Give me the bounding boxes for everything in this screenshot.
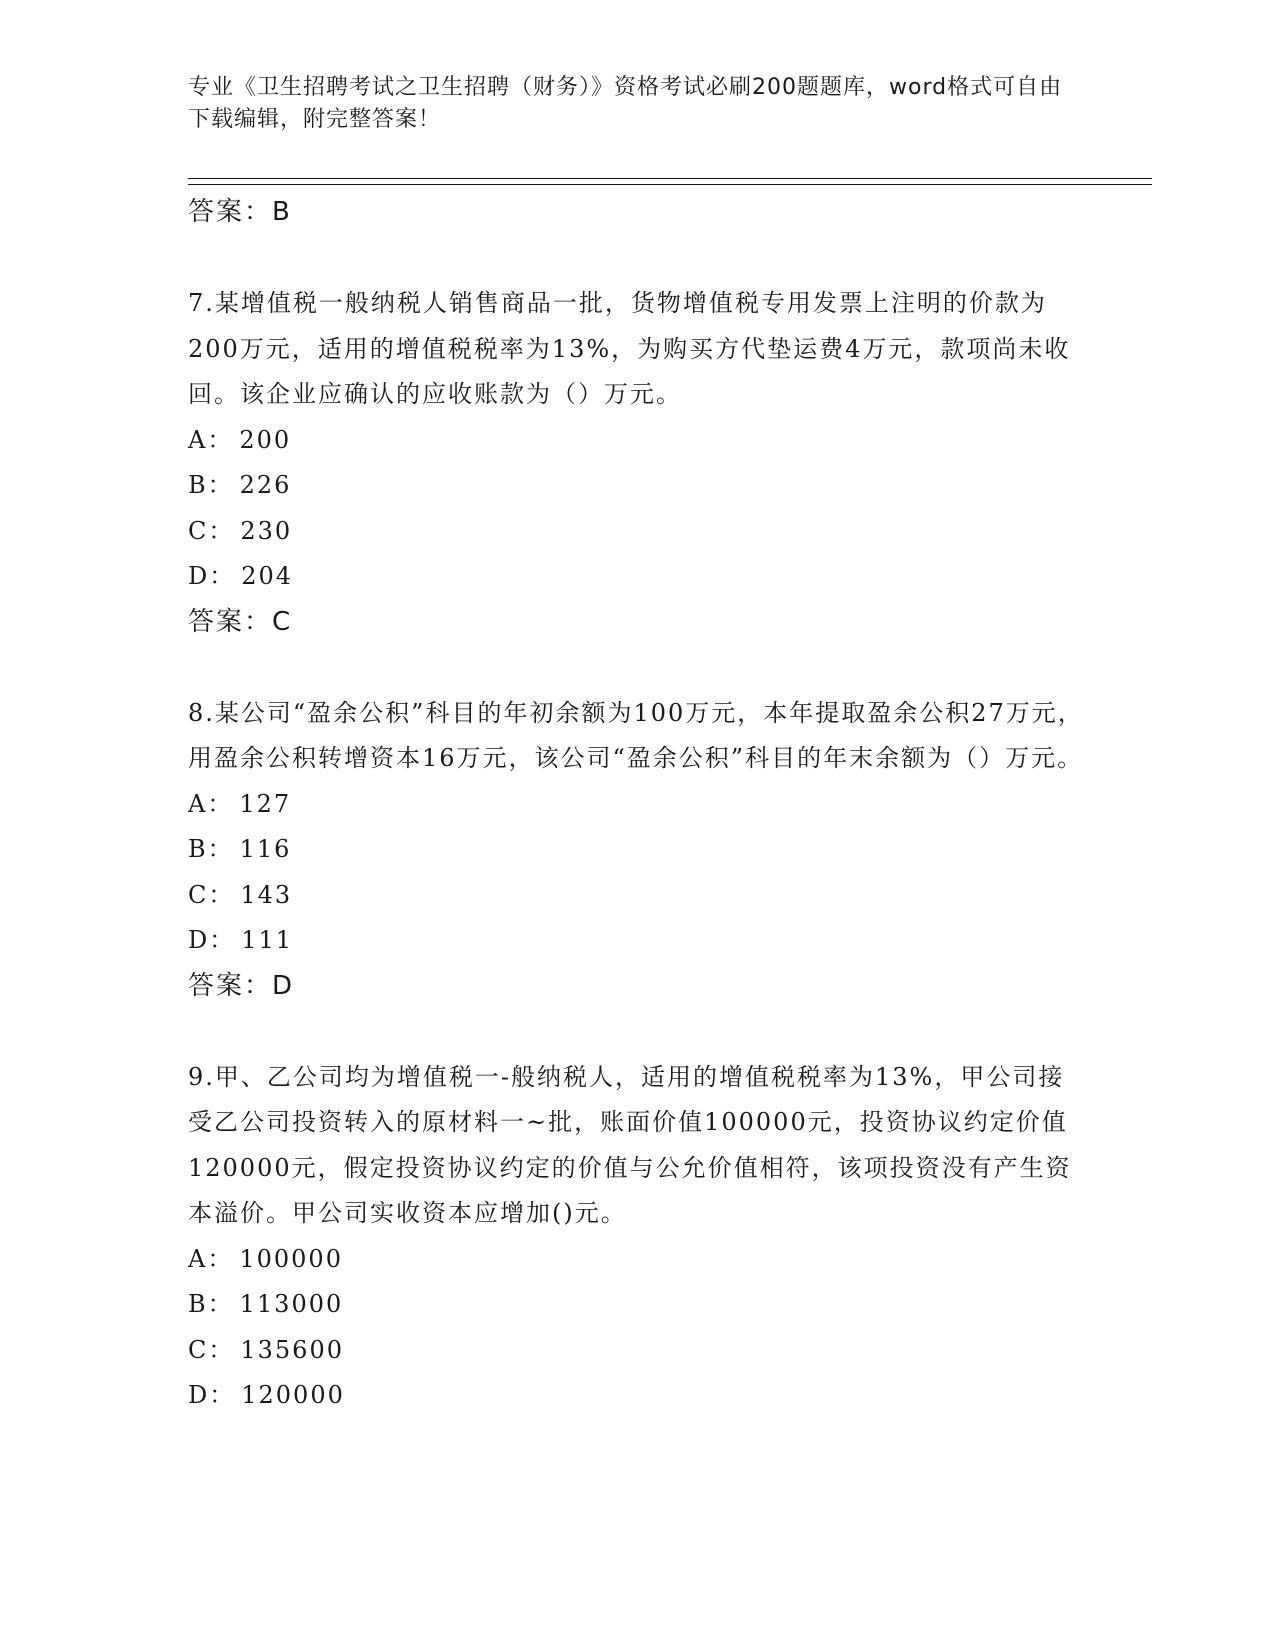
answer-label: 答案： bbox=[188, 197, 273, 227]
question-text bbox=[188, 1055, 1088, 1237]
question-block bbox=[188, 1055, 1088, 1419]
option-key: C： bbox=[188, 516, 235, 545]
option-key: B： bbox=[188, 1290, 234, 1318]
option-key: B： bbox=[188, 835, 234, 863]
option-key: A： bbox=[188, 1244, 234, 1273]
option-value: 230 bbox=[240, 516, 293, 545]
option-value: 120000 bbox=[241, 1381, 345, 1409]
option-value: 143 bbox=[240, 880, 293, 909]
option-value: 226 bbox=[239, 471, 292, 499]
option-b bbox=[188, 827, 1088, 873]
answer-value: B bbox=[272, 197, 292, 227]
document-header bbox=[188, 72, 1068, 136]
option-b bbox=[188, 1282, 1088, 1328]
option-key: C： bbox=[188, 1335, 235, 1364]
answer-line bbox=[188, 190, 1088, 234]
option-c bbox=[188, 873, 1088, 919]
option-value: 100000 bbox=[239, 1244, 343, 1273]
option-d bbox=[188, 1373, 1088, 1419]
answer-label: 答案： bbox=[188, 970, 273, 1001]
spacer bbox=[188, 644, 1088, 691]
option-key: A： bbox=[188, 789, 234, 818]
option-value: 204 bbox=[241, 562, 294, 590]
option-d bbox=[188, 918, 1088, 964]
option-key: A： bbox=[188, 425, 234, 454]
answer-line bbox=[188, 600, 1088, 644]
question-text bbox=[188, 281, 1088, 418]
question-text bbox=[188, 691, 1088, 782]
option-key: C： bbox=[188, 880, 235, 909]
option-value: 111 bbox=[241, 926, 294, 954]
document-body bbox=[188, 190, 1088, 1419]
option-a bbox=[188, 418, 1088, 464]
question-block bbox=[188, 281, 1088, 644]
answer-line bbox=[188, 964, 1088, 1008]
answer-label: 答案： bbox=[188, 606, 273, 637]
option-value: 127 bbox=[239, 789, 292, 818]
option-c bbox=[188, 509, 1088, 555]
question-block bbox=[188, 691, 1088, 1008]
option-a bbox=[188, 1237, 1088, 1283]
question-number: 8. bbox=[188, 698, 215, 727]
header-text: 专业《卫生招聘考试之卫生招聘（财务）》资格考试必刷200题题库，word格式可自由下载编辑，附完整答案！ bbox=[188, 75, 1063, 132]
question-body: 甲、乙公司均为增值税一-般纳税人，适用的增值税税率为13%，甲公司接受乙公司投资转入的原材料一~批，账面价值100000元，投资协议约定价值120000元，假定投资协议约定的价值与公允价值相符，该项投资没有产生资本溢价。甲公司实收资本应增加()元。 bbox=[188, 1062, 1072, 1227]
option-value: 200 bbox=[239, 425, 292, 454]
option-key: D： bbox=[188, 1381, 236, 1409]
spacer bbox=[188, 234, 1088, 281]
option-value: 116 bbox=[239, 835, 292, 863]
question-body: 某增值税一般纳税人销售商品一批，货物增值税专用发票上注明的价款为200万元，适用的增值税税率为13%，为购买方代垫运费4万元，款项尚未收回。该企业应确认的应收账款为（）万元。 bbox=[188, 289, 1071, 408]
question-number: 9. bbox=[188, 1062, 215, 1091]
option-c bbox=[188, 1328, 1088, 1374]
option-key: D： bbox=[188, 926, 236, 954]
option-b bbox=[188, 463, 1088, 509]
option-key: D： bbox=[188, 562, 236, 590]
option-a bbox=[188, 782, 1088, 828]
spacer bbox=[188, 1008, 1088, 1055]
option-key: B： bbox=[188, 471, 234, 499]
option-value: 113000 bbox=[239, 1290, 344, 1318]
answer-value: D bbox=[272, 970, 295, 1001]
answer-value: C bbox=[272, 606, 293, 637]
option-value: 135600 bbox=[240, 1335, 344, 1364]
question-body: 某公司“盈余公积”科目的年初余额为100万元，本年提取盈余公积27万元，用盈余公积转增资本16万元，该公司“盈余公积”科目的年末余额为（）万元。 bbox=[188, 698, 1084, 772]
question-number: 7. bbox=[188, 289, 215, 317]
header-double-rule bbox=[188, 178, 1152, 185]
option-d bbox=[188, 554, 1088, 600]
